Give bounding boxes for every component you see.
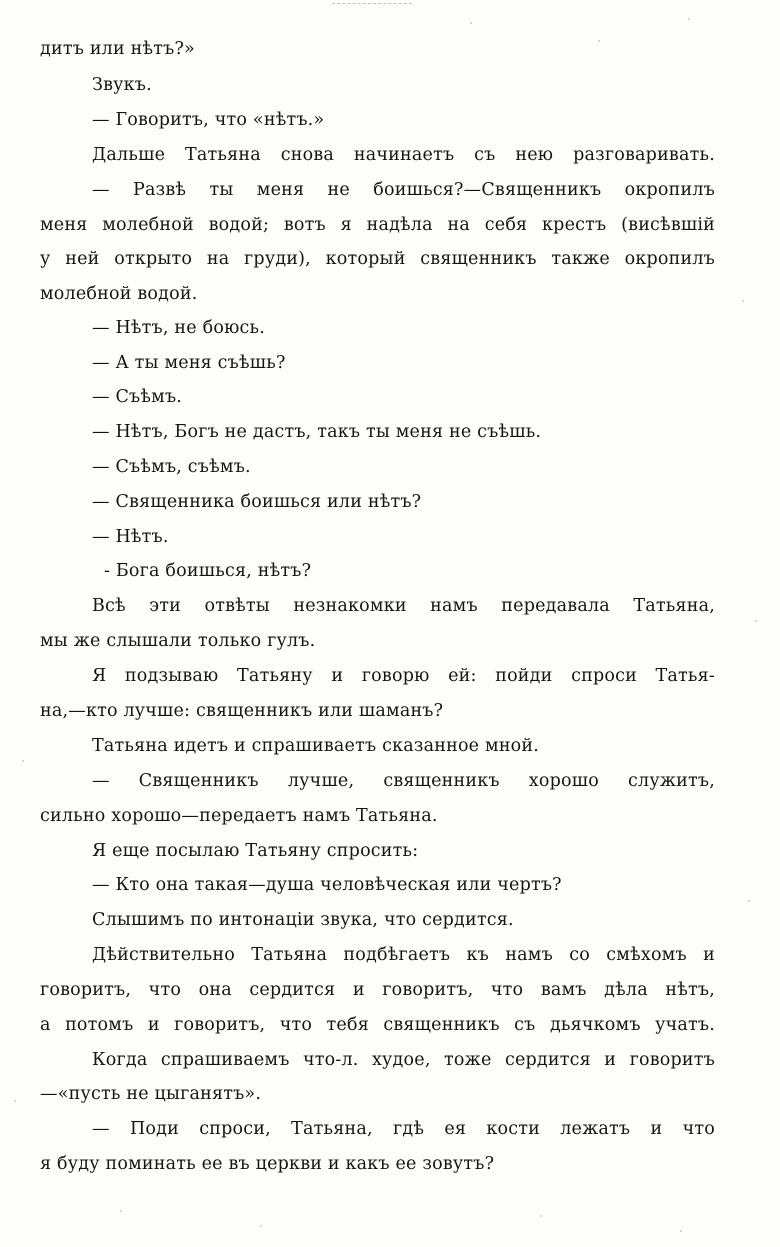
- text-line-19: Я подзываю Татьяну и говорю ей: пойди спроси Татья-: [92, 666, 715, 686]
- text-line-3: — Говоритъ, что «нѣтъ.»: [92, 110, 325, 130]
- page-top-mark: [332, 0, 412, 4]
- text-line-12: — Нѣтъ, Богъ не дастъ, такъ ты меня не съѣшь.: [92, 422, 542, 442]
- text-line-31: —«пусть не цыганятъ».: [40, 1084, 262, 1104]
- text-line-20: на,—кто лучше: священникъ или шаманъ?: [40, 701, 444, 721]
- text-line-21: Татьяна идетъ и спрашиваетъ сказанное мной.: [92, 736, 540, 756]
- text-line-9: — Нѣтъ, не боюсь.: [92, 318, 265, 338]
- text-line-25: — Кто она такая—душа человѣческая или чертъ?: [92, 875, 562, 895]
- text-line-24: Я еще посылаю Татьяну спросить:: [92, 841, 419, 861]
- text-line-32: — Поди спроси, Татьяна, гдѣ ея кости лежатъ и что: [92, 1119, 715, 1139]
- text-line-4: Дальше Татьяна снова начинаетъ съ нею разговаривать.: [92, 145, 715, 165]
- text-line-18: мы же слышали только гулъ.: [40, 631, 316, 651]
- scan-speck: [470, 22, 472, 24]
- text-line-16: - Бога боишься, нѣтъ?: [104, 561, 312, 581]
- text-line-15: — Нѣтъ.: [92, 527, 169, 547]
- text-line-23: сильно хорошо—передаетъ намъ Татьяна.: [40, 806, 438, 826]
- text-line-33: я буду поминать ее въ церкви и какъ ее зовутъ?: [40, 1154, 495, 1174]
- text-line-10: — А ты меня съѣшь?: [92, 353, 286, 373]
- scan-speck: [540, 1215, 542, 1217]
- text-line-1: дитъ или нѣтъ?»: [40, 39, 195, 59]
- text-line-5: — Развѣ ты меня не боишься?—Священникъ окропилъ: [92, 180, 715, 200]
- scan-speck: [14, 1100, 16, 1102]
- scan-speck: [598, 40, 600, 42]
- text-line-2: Звукъ.: [92, 75, 152, 95]
- text-line-8: молебной водой.: [40, 284, 198, 304]
- text-line-17: Всѣ эти отвѣты незнакомки намъ передавала Татьяна,: [92, 596, 715, 616]
- text-line-30: Когда спрашиваемъ что-л. худое, тоже сердится и говоритъ: [92, 1050, 715, 1070]
- text-line-26: Слышимъ по интонаціи звука, что сердится.: [92, 910, 514, 930]
- text-line-28: говоритъ, что она сердится и говоритъ, что вамъ дѣла нѣтъ,: [40, 980, 715, 1000]
- text-line-14: — Священника боишься или нѣтъ?: [92, 492, 422, 512]
- scan-speck: [688, 18, 690, 20]
- text-line-22: — Священникъ лучше, священникъ хорошо служитъ,: [92, 771, 715, 791]
- scan-speck: [120, 1210, 122, 1212]
- scan-speck: [755, 620, 757, 622]
- text-line-6: меня молебной водой; вотъ я надѣла на себя крестъ (висѣвшій: [40, 215, 715, 235]
- scan-speck: [748, 900, 750, 902]
- text-line-7: у ней открыто на груди), который священникъ также окропилъ: [40, 249, 715, 269]
- text-line-27: Дѣйствительно Татьяна подбѣгаетъ къ намъ со смѣхомъ и: [92, 945, 715, 965]
- scan-speck: [742, 300, 744, 302]
- text-line-13: — Съѣмъ, съѣмъ.: [92, 457, 251, 477]
- scan-speck: [260, 1225, 262, 1227]
- scan-speck: [22, 760, 24, 762]
- scan-speck: [680, 1230, 682, 1232]
- text-line-29: а потомъ и говоритъ, что тебя священникъ съ дьячкомъ учатъ.: [40, 1015, 715, 1035]
- text-line-11: — Съѣмъ.: [92, 387, 183, 407]
